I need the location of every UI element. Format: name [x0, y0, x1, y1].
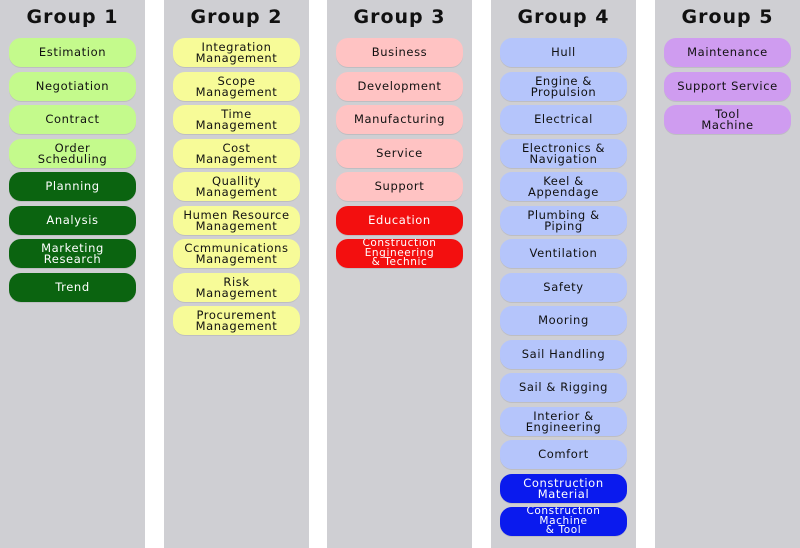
group-column-3 [327, 0, 472, 548]
category-pill: Cost Management [173, 139, 300, 168]
category-pill: Ccmmunications Management [173, 239, 300, 268]
category-pill: Marketing Research [9, 239, 136, 268]
group-title: Group 1 [26, 6, 119, 28]
category-pill: Tool Machine [664, 105, 791, 134]
category-pill: Construction Material [500, 474, 627, 503]
category-pill: Procurement Management [173, 306, 300, 335]
category-pill: Sail Handling [500, 340, 627, 369]
category-pill: Hull [500, 38, 627, 67]
category-pill: Construction Machine & Tool [500, 507, 627, 536]
category-pill: Service [336, 139, 463, 168]
category-pill: Negotiation [9, 72, 136, 101]
group-column-4 [491, 0, 636, 548]
category-pill: Ventilation [500, 239, 627, 268]
category-pill: Trend [9, 273, 136, 302]
category-pill: Planning [9, 172, 136, 201]
group-column-2 [164, 0, 309, 548]
category-pill: Education [336, 206, 463, 235]
category-pill: Development [336, 72, 463, 101]
category-pill: Sail & Rigging [500, 373, 627, 402]
category-pill: Electronics & Navigation [500, 139, 627, 168]
group-title: Group 3 [353, 6, 446, 28]
category-pill: Contract [9, 105, 136, 134]
category-pill: Risk Management [173, 273, 300, 302]
category-pill: Mooring [500, 306, 627, 335]
category-pill: Order Scheduling [9, 139, 136, 168]
category-pill: Safety [500, 273, 627, 302]
category-pill: Keel & Appendage [500, 172, 627, 201]
category-pill: Maintenance [664, 38, 791, 67]
category-pill: Engine & Propulsion [500, 72, 627, 101]
category-pill: Estimation [9, 38, 136, 67]
category-pill: Scope Management [173, 72, 300, 101]
category-pill: Quallity Management [173, 172, 300, 201]
category-pill: Business [336, 38, 463, 67]
category-pill: Analysis [9, 206, 136, 235]
category-pill: Interior & Engineering [500, 407, 627, 436]
category-pill: Comfort [500, 440, 627, 469]
category-pill: Time Management [173, 105, 300, 134]
group-title: Group 5 [681, 6, 774, 28]
group-column-1 [0, 0, 145, 548]
category-pill: Support [336, 172, 463, 201]
category-pill: Integration Management [173, 38, 300, 67]
group-column-5 [655, 0, 800, 548]
category-pill: Construction Engineering & Technic [336, 239, 463, 268]
category-pill: Plumbing & Piping [500, 206, 627, 235]
category-pill: Manufacturing [336, 105, 463, 134]
category-pill: Support Service [664, 72, 791, 101]
group-title: Group 2 [190, 6, 283, 28]
category-pill: Electrical [500, 105, 627, 134]
category-pill: Humen Resource Management [173, 206, 300, 235]
group-title: Group 4 [517, 6, 610, 28]
